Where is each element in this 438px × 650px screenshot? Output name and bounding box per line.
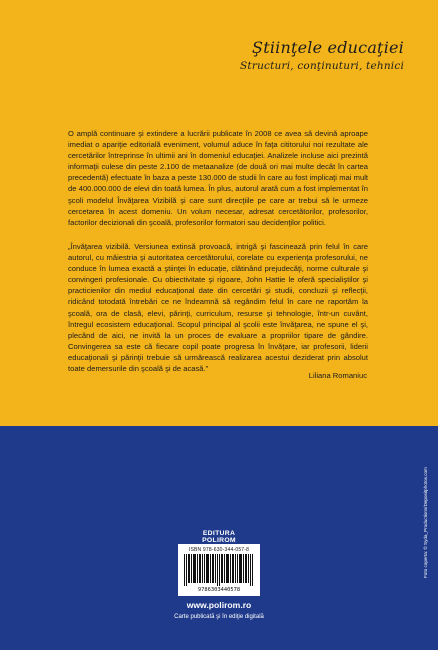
publisher-website: www.polirom.ro	[186, 600, 252, 610]
barcode-digits: 9786303440578	[197, 587, 241, 593]
isbn-text: ISBN 978-630-344-057-8	[188, 547, 250, 553]
barcode-label	[178, 544, 260, 596]
barcode-bars	[184, 554, 254, 586]
quote-author: Liliana Romaniuc	[308, 371, 367, 380]
series-subtitle: Structuri, conţinuturi, tehnici	[240, 60, 404, 72]
digital-edition-note: Carte publicată şi în ediţie digitală	[174, 614, 264, 620]
photo-credit: Foto coperta: © Syda_Productions/Depositphotos.com	[423, 467, 428, 578]
publisher-name: EDITURA POLIROM	[202, 530, 236, 544]
series-title: Ştiinţele educaţiei	[252, 38, 404, 57]
quote-paragraph: „Învăţarea vizibilă. Versiunea extinsă provoacă, intrigă şi fascinează prin felul în care autorul, cu măiestria şi autoritatea cercetătorului, corelate cu experienţa profesorului, ne conduce în lumea exactă a ştiinţei în educaţie, clătinând prejudecăţi, norme culturale şi convingeri profesionale. Cu obiectivitate şi rigoare, John Hattie le oferă specialiştilor şi practicienilor din mediul educaţional date din cercetări şi studii, concluzii şi reflecţii, ridicând totodată întrebări ce ne îndeamnă să regândim felul în care ne raportăm la şcoală, ora de clasă, elevi, părinţi, curriculum, resurse şi tehnologie, într-un cuvânt, întregul ecosistem educaţional. Scopul principal al şcolii este învăţarea, ne spune el şi, plecând de aici, ne invită la un proces de evaluare a propriilor tipare de gândire. Convingerea sa este că fiecare copil poate progresa în învăţare, iar profesorii, liderii educaţionali şi părinţii trebuie să urmărească realizarea acestui deziderat prin absolut toate demersurile din şcoală şi de acasă.”	[68, 242, 368, 374]
description-paragraph: O amplă continuare şi extindere a lucrării publicate în 2008 ce avea să devină aproape imediat o apariţie editorială eveniment, volumul aduce în faţa cititorului noi rezultate ale cercetărilor întreprinse în ultimii ani în domeniul educaţiei. Analizele incluse aici prezintă informaţii culese din peste 2.100 de metaanalize (de două ori mai multe decât în cartea precedentă) efectuate în baza a peste 130.000 de studii în care au fost implicaţi mai mult de 400.000.000 de elevi din toată lumea. În plus, autorul arată cum a fost implementat în şcoli modelul Învăţarea Vizibilă şi care sunt direcţiile pe care ar trebui să le urmeze cercetarea în acest domeniu. Un volum necesar, adresat cercetătorilor, profesorilor, factorilor decizionali din şcoală, profesorilor formatori sau decidenţilor politici.	[68, 129, 368, 227]
